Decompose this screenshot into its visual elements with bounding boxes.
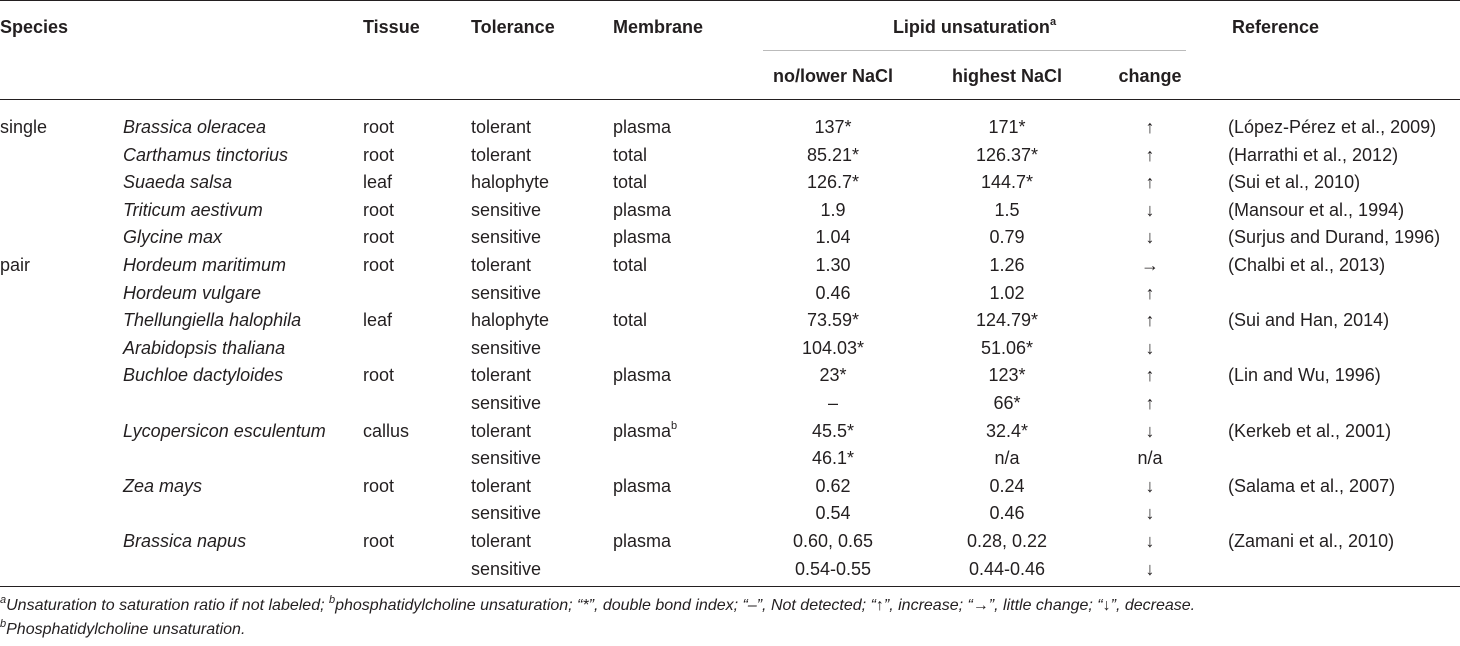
group-cell-text: single bbox=[0, 117, 48, 137]
no-lower-nacl-cell-text: 0.54-0.55 bbox=[794, 558, 872, 579]
footnote-text-1a: Unsaturation to saturation ratio if not labeled; bbox=[6, 597, 329, 614]
no-lower-nacl-cell-text: 0.54 bbox=[815, 503, 851, 524]
change-cell-text: ↓ bbox=[1145, 420, 1155, 441]
species-cell bbox=[123, 114, 266, 142]
highest-nacl-cell-text: 124.79* bbox=[975, 310, 1039, 331]
tolerance-cell-text: tolerant bbox=[471, 117, 532, 137]
highest-nacl-cell bbox=[937, 362, 1077, 390]
tolerance-cell-text: tolerant bbox=[471, 530, 532, 551]
reference-cell bbox=[1228, 418, 1391, 446]
no-lower-nacl-cell-text: 1.04 bbox=[815, 227, 851, 248]
change-cell bbox=[1115, 528, 1185, 556]
change-cell bbox=[1115, 473, 1185, 501]
table-row bbox=[0, 142, 1460, 170]
change-cell bbox=[1115, 307, 1185, 335]
species-cell-text: Thellungiella halophila bbox=[123, 310, 302, 331]
change-cell-text: ↓ bbox=[1145, 475, 1155, 496]
header-lipid-label: Lipid unsaturation bbox=[892, 17, 1050, 37]
species-cell-text: Triticum aestivum bbox=[123, 199, 263, 220]
species-cell-text: Arabidopsis thaliana bbox=[123, 337, 286, 358]
tolerance-cell bbox=[471, 142, 531, 170]
no-lower-nacl-cell-text: 104.03* bbox=[801, 337, 865, 358]
highest-nacl-cell bbox=[937, 445, 1077, 473]
change-cell bbox=[1115, 169, 1185, 197]
change-cell bbox=[1115, 445, 1185, 473]
change-cell bbox=[1115, 500, 1185, 528]
highest-nacl-cell-text: 0.28, 0.22 bbox=[966, 530, 1048, 551]
species-cell-text: Hordeum maritimum bbox=[123, 254, 287, 275]
highest-nacl-cell bbox=[937, 500, 1077, 528]
tissue-cell bbox=[363, 473, 394, 501]
species-cell bbox=[123, 197, 263, 225]
species-cell bbox=[123, 169, 232, 197]
reference-cell-text: (Mansour et al., 1994) bbox=[1228, 199, 1405, 220]
reference-cell bbox=[1228, 224, 1440, 252]
header-lipid-sup: a bbox=[1049, 16, 1057, 28]
species-cell bbox=[123, 224, 222, 252]
species-cell bbox=[123, 473, 202, 501]
membrane-cell bbox=[613, 114, 671, 142]
tissue-cell-text: root bbox=[363, 144, 395, 165]
no-lower-nacl-cell-text: 1.9 bbox=[820, 199, 846, 220]
no-lower-nacl-cell-text: 126.7* bbox=[806, 172, 860, 193]
membrane-sup: b bbox=[671, 419, 678, 432]
highest-nacl-cell-text: 51.06* bbox=[980, 337, 1034, 358]
tolerance-cell-text: tolerant bbox=[471, 254, 532, 275]
header-bottom-rule bbox=[0, 99, 1460, 100]
header-lipid-unsaturation bbox=[763, 17, 1186, 38]
footnote-sup-b: b bbox=[328, 593, 336, 606]
species-cell-text: Zea mays bbox=[123, 475, 203, 496]
membrane-cell bbox=[613, 307, 647, 335]
header-change: change bbox=[1118, 66, 1182, 86]
tolerance-cell-text: sensitive bbox=[471, 448, 542, 469]
group-cell bbox=[0, 114, 47, 142]
group-cell-text: pair bbox=[0, 254, 31, 275]
highest-nacl-cell bbox=[937, 169, 1077, 197]
reference-cell-text: (Surjus and Durand, 1996) bbox=[1228, 227, 1441, 248]
species-cell bbox=[123, 335, 285, 363]
reference-cell-text: (Sui et al., 2010) bbox=[1228, 172, 1361, 193]
species-cell-text: Hordeum vulgare bbox=[123, 282, 262, 303]
no-lower-nacl-cell-text: 137* bbox=[814, 117, 852, 137]
highest-nacl-cell bbox=[937, 528, 1077, 556]
table-row bbox=[0, 169, 1460, 197]
highest-nacl-cell bbox=[937, 197, 1077, 225]
tissue-cell bbox=[363, 169, 392, 197]
membrane-cell-text: plasma bbox=[613, 475, 672, 496]
reference-cell-text: (Chalbi et al., 2013) bbox=[1228, 254, 1386, 275]
highest-nacl-cell bbox=[937, 335, 1077, 363]
highest-nacl-cell-text: 0.79 bbox=[989, 227, 1025, 248]
change-cell-text: ↓ bbox=[1145, 503, 1155, 524]
membrane-cell bbox=[613, 252, 647, 280]
membrane-cell-text: total bbox=[613, 172, 648, 193]
table-row bbox=[0, 252, 1460, 280]
change-cell-text: ↓ bbox=[1145, 199, 1155, 220]
highest-nacl-cell bbox=[937, 114, 1077, 142]
tolerance-cell bbox=[471, 252, 531, 280]
reference-cell bbox=[1228, 252, 1385, 280]
change-cell bbox=[1115, 197, 1185, 225]
no-lower-nacl-cell-text: 0.46 bbox=[815, 282, 851, 303]
lipid-subheader-rule bbox=[763, 50, 1186, 51]
no-lower-nacl-cell-text: 73.59* bbox=[806, 310, 860, 331]
header-membrane: Membrane bbox=[613, 17, 704, 37]
change-cell-text: ↑ bbox=[1145, 282, 1155, 303]
highest-nacl-cell-text: 1.26 bbox=[989, 254, 1025, 275]
tolerance-cell bbox=[471, 307, 549, 335]
footnote-text-2: Phosphatidylcholine unsaturation. bbox=[6, 621, 246, 638]
no-lower-nacl-cell bbox=[763, 197, 903, 225]
change-cell-text: ↑ bbox=[1145, 310, 1155, 331]
table-row bbox=[0, 445, 1460, 473]
no-lower-nacl-cell-text: 85.21* bbox=[806, 144, 860, 165]
table-row bbox=[0, 473, 1460, 501]
no-lower-nacl-cell bbox=[763, 362, 903, 390]
tolerance-cell bbox=[471, 418, 531, 446]
highest-nacl-cell bbox=[937, 473, 1077, 501]
no-lower-nacl-cell bbox=[763, 169, 903, 197]
tissue-cell bbox=[363, 362, 394, 390]
change-cell-text: ↑ bbox=[1145, 117, 1155, 137]
reference-cell bbox=[1228, 114, 1436, 142]
tissue-cell-text: root bbox=[363, 530, 395, 551]
highest-nacl-cell bbox=[937, 556, 1077, 584]
change-cell bbox=[1115, 114, 1185, 142]
tolerance-cell-text: halophyte bbox=[471, 310, 550, 331]
tolerance-cell-text: sensitive bbox=[471, 392, 542, 413]
change-cell bbox=[1115, 418, 1185, 446]
reference-cell bbox=[1228, 197, 1404, 225]
table-row bbox=[0, 528, 1460, 556]
reference-cell-text: (Salama et al., 2007) bbox=[1228, 475, 1396, 496]
tolerance-cell bbox=[471, 473, 531, 501]
species-cell bbox=[123, 142, 288, 170]
change-cell-text: ↑ bbox=[1145, 172, 1155, 193]
no-lower-nacl-cell-text: 23* bbox=[819, 365, 847, 386]
tissue-cell-text: root bbox=[363, 117, 395, 137]
tolerance-cell bbox=[471, 556, 541, 584]
no-lower-nacl-cell bbox=[763, 473, 903, 501]
table-row bbox=[0, 197, 1460, 225]
tolerance-cell-text: sensitive bbox=[471, 282, 542, 303]
species-cell-text: Glycine max bbox=[123, 227, 223, 248]
no-lower-nacl-cell bbox=[763, 307, 903, 335]
tolerance-cell-text: tolerant bbox=[471, 365, 532, 386]
species-cell bbox=[123, 528, 246, 556]
no-lower-nacl-cell bbox=[763, 556, 903, 584]
tissue-cell-text: root bbox=[363, 254, 395, 275]
table-top-rule bbox=[0, 0, 1460, 1]
membrane-cell-text: total bbox=[613, 254, 648, 275]
highest-nacl-cell-text: 171* bbox=[988, 117, 1026, 137]
change-cell-text: ↑ bbox=[1145, 392, 1155, 413]
highest-nacl-cell-text: 0.24 bbox=[989, 475, 1025, 496]
footnote-sup-a: a bbox=[0, 593, 7, 606]
tissue-cell bbox=[363, 252, 394, 280]
no-lower-nacl-cell bbox=[763, 390, 903, 418]
no-lower-nacl-cell-text: – bbox=[827, 392, 838, 413]
change-cell bbox=[1115, 335, 1185, 363]
table-row bbox=[0, 114, 1460, 142]
tissue-cell bbox=[363, 114, 394, 142]
reference-cell bbox=[1228, 307, 1389, 335]
change-cell-text: ↓ bbox=[1145, 558, 1155, 579]
tolerance-cell-text: sensitive bbox=[471, 558, 542, 579]
tolerance-cell-text: tolerant bbox=[471, 420, 532, 441]
no-lower-nacl-cell bbox=[763, 418, 903, 446]
tissue-cell bbox=[363, 418, 409, 446]
tissue-cell bbox=[363, 142, 394, 170]
change-cell-text: ↓ bbox=[1145, 227, 1155, 248]
membrane-cell bbox=[613, 528, 671, 556]
change-cell bbox=[1115, 556, 1185, 584]
header-no-lower-nacl: no/lower NaCl bbox=[772, 66, 893, 86]
highest-nacl-cell bbox=[937, 280, 1077, 308]
membrane-cell-text: plasma bbox=[613, 365, 672, 386]
species-cell bbox=[123, 418, 326, 446]
tolerance-cell bbox=[471, 169, 549, 197]
highest-nacl-cell bbox=[937, 252, 1077, 280]
table-row bbox=[0, 224, 1460, 252]
tolerance-cell-text: halophyte bbox=[471, 172, 550, 193]
table-row bbox=[0, 307, 1460, 335]
table-row bbox=[0, 362, 1460, 390]
species-cell bbox=[123, 252, 286, 280]
reference-cell bbox=[1228, 169, 1360, 197]
no-lower-nacl-cell-text: 46.1* bbox=[811, 448, 855, 469]
highest-nacl-cell bbox=[937, 418, 1077, 446]
change-cell bbox=[1115, 252, 1185, 280]
header-tissue: Tissue bbox=[363, 17, 420, 37]
reference-cell bbox=[1228, 142, 1398, 170]
table-row bbox=[0, 335, 1460, 363]
no-lower-nacl-cell bbox=[763, 280, 903, 308]
membrane-cell bbox=[613, 224, 671, 252]
tissue-cell-text: root bbox=[363, 227, 395, 248]
highest-nacl-cell-text: 1.02 bbox=[989, 282, 1025, 303]
tissue-cell bbox=[363, 528, 394, 556]
header-reference: Reference bbox=[1232, 17, 1320, 37]
table-bottom-rule bbox=[0, 586, 1460, 587]
tolerance-cell bbox=[471, 445, 541, 473]
tissue-cell bbox=[363, 307, 392, 335]
table-row bbox=[0, 556, 1460, 584]
footnote-text-1b: phosphatidylcholine unsaturation; “*”, double bond index; “–”, Not detected; “↑”, increase; “→”, little change; “↓”, decrease. bbox=[335, 597, 1196, 614]
species-cell-text: Lycopersicon esculentum bbox=[123, 420, 326, 441]
no-lower-nacl-cell-text: 0.60, 0.65 bbox=[792, 530, 874, 551]
tolerance-cell-text: tolerant bbox=[471, 475, 532, 496]
species-cell-text: Buchloe dactyloides bbox=[123, 365, 284, 386]
header-tolerance: Tolerance bbox=[471, 17, 555, 37]
no-lower-nacl-cell bbox=[763, 500, 903, 528]
highest-nacl-cell bbox=[937, 224, 1077, 252]
membrane-cell bbox=[613, 362, 671, 390]
table-row bbox=[0, 418, 1460, 446]
species-cell-text: Brassica oleracea bbox=[123, 117, 267, 137]
species-cell bbox=[123, 307, 301, 335]
change-cell bbox=[1115, 280, 1185, 308]
membrane-cell bbox=[613, 197, 671, 225]
highest-nacl-cell-text: 126.37* bbox=[975, 144, 1039, 165]
highest-nacl-cell-text: 1.5 bbox=[994, 199, 1020, 220]
membrane-cell-text: plasma bbox=[613, 227, 672, 248]
table-body bbox=[0, 114, 1460, 583]
footnote-line-2 bbox=[0, 617, 246, 639]
membrane-cell-text: plasma bbox=[613, 530, 672, 551]
tolerance-cell-text: sensitive bbox=[471, 337, 542, 358]
highest-nacl-cell-text: n/a bbox=[994, 448, 1020, 469]
highest-nacl-cell-text: 0.44-0.46 bbox=[968, 558, 1046, 579]
tolerance-cell-text: sensitive bbox=[471, 227, 542, 248]
species-cell bbox=[123, 280, 261, 308]
reference-cell-text: (Harrathi et al., 2012) bbox=[1228, 144, 1399, 165]
header-highest-nacl: highest NaCl bbox=[951, 66, 1062, 86]
membrane-cell-text: total bbox=[613, 144, 648, 165]
no-lower-nacl-cell-text: 45.5* bbox=[811, 420, 855, 441]
no-lower-nacl-cell-text: 1.30 bbox=[815, 254, 851, 275]
header-species: Species bbox=[0, 17, 69, 37]
tolerance-cell-text: sensitive bbox=[471, 199, 542, 220]
tolerance-cell bbox=[471, 362, 531, 390]
reference-cell-text: (Lin and Wu, 1996) bbox=[1228, 365, 1381, 386]
reference-cell-text: (Zamani et al., 2010) bbox=[1228, 530, 1395, 551]
tissue-cell-text: root bbox=[363, 475, 395, 496]
tissue-cell-text: callus bbox=[363, 420, 410, 441]
membrane-cell-text: plasma bbox=[613, 199, 672, 220]
species-cell bbox=[123, 362, 283, 390]
no-lower-nacl-cell bbox=[763, 224, 903, 252]
table-row bbox=[0, 280, 1460, 308]
reference-cell bbox=[1228, 362, 1381, 390]
no-lower-nacl-cell bbox=[763, 114, 903, 142]
reference-cell bbox=[1228, 473, 1395, 501]
change-cell-text: n/a bbox=[1137, 448, 1163, 469]
table-row bbox=[0, 500, 1460, 528]
footnote-line-1 bbox=[0, 593, 1196, 615]
membrane-cell bbox=[613, 418, 677, 446]
highest-nacl-cell bbox=[937, 390, 1077, 418]
highest-nacl-cell bbox=[937, 142, 1077, 170]
tolerance-cell-text: sensitive bbox=[471, 503, 542, 524]
highest-nacl-cell-text: 32.4* bbox=[985, 420, 1029, 441]
no-lower-nacl-cell bbox=[763, 252, 903, 280]
reference-cell bbox=[1228, 528, 1394, 556]
tissue-cell-text: root bbox=[363, 365, 395, 386]
tolerance-cell bbox=[471, 335, 541, 363]
species-cell-text: Suaeda salsa bbox=[123, 172, 233, 193]
tolerance-cell bbox=[471, 528, 531, 556]
membrane-cell-text: plasma bbox=[613, 117, 672, 137]
membrane-cell-text: plasma bbox=[613, 420, 672, 441]
change-cell bbox=[1115, 362, 1185, 390]
highest-nacl-cell-text: 144.7* bbox=[980, 172, 1034, 193]
tissue-cell-text: root bbox=[363, 199, 395, 220]
tissue-cell bbox=[363, 197, 394, 225]
change-cell bbox=[1115, 390, 1185, 418]
membrane-cell bbox=[613, 142, 647, 170]
no-lower-nacl-cell bbox=[763, 528, 903, 556]
tissue-cell bbox=[363, 224, 394, 252]
change-cell-text: → bbox=[1141, 254, 1159, 275]
reference-cell-text: (López-Pérez et al., 2009) bbox=[1228, 117, 1437, 137]
change-cell-text: ↑ bbox=[1145, 144, 1155, 165]
species-cell-text: Carthamus tinctorius bbox=[123, 144, 289, 165]
no-lower-nacl-cell bbox=[763, 142, 903, 170]
tolerance-cell bbox=[471, 280, 541, 308]
no-lower-nacl-cell bbox=[763, 335, 903, 363]
change-cell bbox=[1115, 142, 1185, 170]
reference-cell-text: (Sui and Han, 2014) bbox=[1228, 310, 1390, 331]
change-cell bbox=[1115, 224, 1185, 252]
highest-nacl-cell-text: 123* bbox=[988, 365, 1026, 386]
reference-cell-text: (Kerkeb et al., 2001) bbox=[1228, 420, 1392, 441]
highest-nacl-cell bbox=[937, 307, 1077, 335]
tolerance-cell bbox=[471, 500, 541, 528]
table-row bbox=[0, 390, 1460, 418]
no-lower-nacl-cell-text: 0.62 bbox=[815, 475, 851, 496]
no-lower-nacl-cell bbox=[763, 445, 903, 473]
tolerance-cell-text: tolerant bbox=[471, 144, 532, 165]
membrane-cell-text: total bbox=[613, 310, 648, 331]
tolerance-cell bbox=[471, 224, 541, 252]
change-cell-text: ↓ bbox=[1145, 530, 1155, 551]
group-cell bbox=[0, 252, 30, 280]
footnote-sup-b-2: b bbox=[0, 617, 7, 630]
tissue-cell-text: leaf bbox=[363, 172, 393, 193]
tolerance-cell bbox=[471, 197, 541, 225]
species-cell-text: Brassica napus bbox=[123, 530, 247, 551]
highest-nacl-cell-text: 66* bbox=[993, 392, 1021, 413]
tolerance-cell bbox=[471, 390, 541, 418]
change-cell-text: ↓ bbox=[1145, 337, 1155, 358]
change-cell-text: ↑ bbox=[1145, 365, 1155, 386]
tolerance-cell bbox=[471, 114, 531, 142]
tissue-cell-text: leaf bbox=[363, 310, 393, 331]
membrane-cell bbox=[613, 169, 647, 197]
highest-nacl-cell-text: 0.46 bbox=[989, 503, 1025, 524]
membrane-cell bbox=[613, 473, 671, 501]
